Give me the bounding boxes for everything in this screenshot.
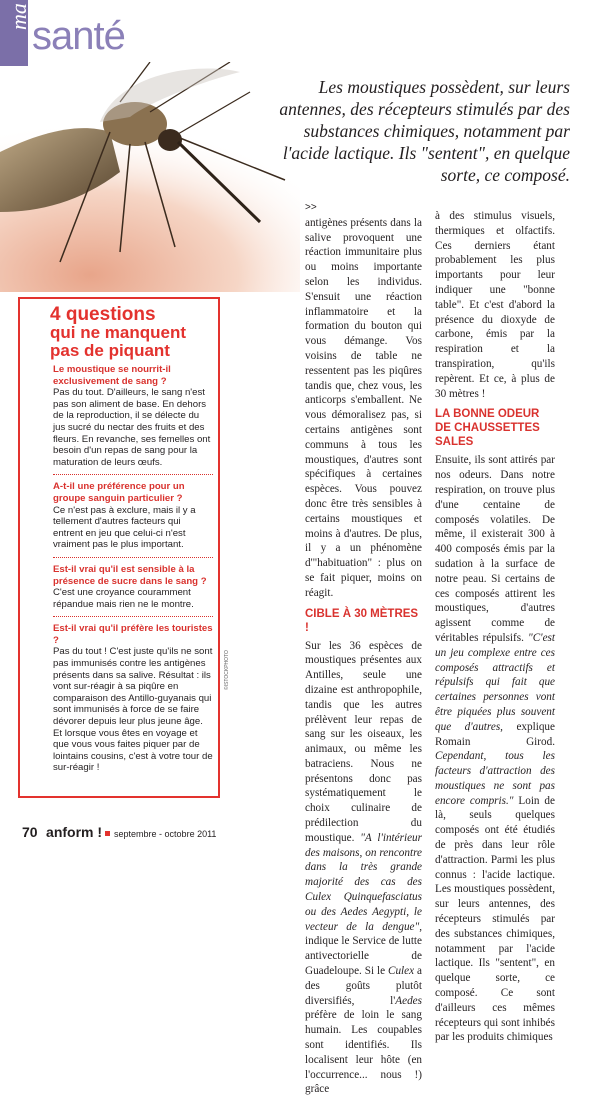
text-run: , indique le Service de lutte antivectorielle de Guadeloupe. Si le (305, 920, 422, 978)
quote-run: Cependant, tous les facteurs d'attraction des moustiques ne sont pas encore compris." (435, 750, 555, 807)
text-run: Ensuite, ils sont attirés par nos odeurs. Dans notre respiration, on trouve plus d'une centaine de composés volatiles. De même, il existerait 300 à 400 composés émis par la sudation à la surface de notre peau. Si certains de ces composés attirent les moustiques, d'autres agissent comme de véritables répulsifs. (435, 454, 555, 644)
lead-quote: Les moustiques possèdent, sur leurs antennes, des récepteurs stimulés par des substances chimiques, notamment par l'acide lactique. Ils "sentent", en quelque sorte, ce composé. (279, 77, 570, 185)
section-heading: LA BONNE ODEUR DE CHAUSSETTES SALES (435, 408, 540, 449)
sidebar-title (50, 306, 220, 360)
sidebar-content (53, 364, 213, 780)
text-run: Loin de là, seuls quelques composés ont été étudiés de près dans leur rôle d'attraction. Parmi les plus connus : l'acide lactique. Les moustiques possèdent, sur leurs antennes, des récepteurs stimulés par des substances chimiques, notamment par l'acide lactique. Ils "sentent", en quelque sorte, ce composé. Ce sont d'ailleurs ces mêmes récepteurs qui sont inhibés par les produits chimiques (435, 794, 555, 1044)
species-name: Culex (388, 965, 415, 978)
sidebar-answer: Ce n'est pas à exclure, mais il y a tellement d'autres facteurs qui entrent en jeu que celui-ci n'est vraiment pas le plus important. (53, 504, 196, 551)
mosquito-photo (0, 62, 300, 292)
sidebar-question: Le moustique se nourrit-il exclusivement de sang ? (53, 364, 171, 387)
article-column-1 (305, 201, 422, 1097)
sidebar-answer: C'est une croyance couramment répandue mais rien ne le montre. (53, 587, 194, 610)
sidebar-question: Est-il vrai qu'il préfère les touristes ? (53, 623, 213, 646)
sidebar-answer: Pas du tout. D'ailleurs, le sang n'est pas son aliment de base. En dehors de la reproduction, il se délecte du jus sucré du nectar des fruits et des fleurs. En revanche, ses femelles ont besoin d'un repas de sang pour la maturation de leurs œufs. (53, 387, 211, 468)
article-paragraph: à des stimulus visuels, thermiques et olfactifs. Ces derniers étant probablement les plus importants pour leur indiquer une "bonne table". Et c'est d'abord la présence du dioxyde de carbone, émis par la respiration et la transpiration, qu'ils repèrent. Et ce, à plus de 30 mètres ! (435, 210, 555, 400)
divider (53, 557, 213, 558)
continued-marker: >> (305, 202, 317, 213)
article-column-2 (435, 209, 555, 1045)
magazine-name: anform ! (46, 824, 103, 840)
sidebar-question: Est-il vrai qu'il est sensible à la présence de sucre dans le sang ? (53, 563, 207, 587)
sidebar-title-line2: qui ne manquent pas de piquant (50, 323, 186, 360)
article-paragraph (435, 453, 555, 1045)
section-heading: CIBLE À 30 MÈTRES ! (305, 607, 419, 634)
sidebar-box (18, 297, 220, 798)
section-rubric (0, 0, 599, 66)
rubric-ma: ma (6, 3, 31, 30)
text-run: Sur les 36 espèces de moustiques présentes aux Antilles, seule une dizaine est anthropophile, tandis que les autres prélèvent leur repas de sang sur les oiseaux, les animaux, ou même les batraciens. Nous ne présentons donc pas systématiquement le choix culinaire de prédilection du moustique. (305, 639, 422, 844)
sidebar-question: A-t-il une préférence pour un groupe sanguin particulier ? (53, 481, 185, 504)
page-number: 70 (22, 824, 38, 840)
text-run: explique Romain Girod. (435, 720, 555, 748)
article-paragraph: antigènes présents dans la salive provoquent une réaction immunitaire plus ou moins importante selon les individus. S'ensuit une réaction inflammatoire et la formation du bouton qui vous démange. Vos voisins de table ne ressentent pas les piqûres tandis que, chez vous, les anticorps s'emballent. Ne vous démoralisez pas, si certains antigènes sont communs à tous les moustiques, d'autres sont spécifiques à certaines espèces. Vous pouvez donc être très sensibles à certains moustiques et moins à d'autres. De plus, il y a un phénomène d'"habituation" : plus on se fait piquer, moins on réagit. (305, 216, 422, 599)
quote-run: "C'est un jeu complexe entre ces composés attractifs et répulsifs qui fait que certaines personnes vont être piquées plus souvent que d'autres, (435, 631, 555, 733)
photo-credit: ©ISTOCKPHOTO (224, 650, 230, 690)
divider (53, 616, 213, 617)
rubric-title: santé (32, 14, 125, 58)
text-run: préfère de loin le sang humain. Les coupables sont identifiés. Ils localisent leur hôte (en l'occurrence... nous !) grâce (305, 1009, 422, 1096)
issue-date: septembre - octobre 2011 (114, 829, 217, 839)
sidebar-answer: Pas du tout ! C'est juste qu'ils ne sont pas immunisés contre les antigènes présents dans sa salive. Résultat : ils vont sur-réagir à sa piqûre en comparaison des Antillo-guyanais qui sont immunisés à force de se faire dévorer depuis leur plus jeune âge. Et lorsque vous êtes en voyage et que vous vous faites piquer par de lointains cousins, c'est à votre tour de sur-réagir ! (53, 646, 213, 774)
page-footer (22, 824, 216, 842)
divider (53, 474, 213, 475)
sidebar-title-line1: 4 questions (50, 304, 156, 325)
quote-run: "A l'intérieur des maisons, on rencontre dans la très grande majorité des cas des Culex Quinquefasciatus ou des Aedes Aegypti, le vecteur de la dengue" (305, 831, 422, 933)
article-paragraph (305, 639, 422, 1097)
species-name: Aedes (395, 994, 422, 1007)
square-icon (105, 831, 110, 836)
text-run: a des goûts plutôt diversifiés, l' (305, 965, 422, 1007)
